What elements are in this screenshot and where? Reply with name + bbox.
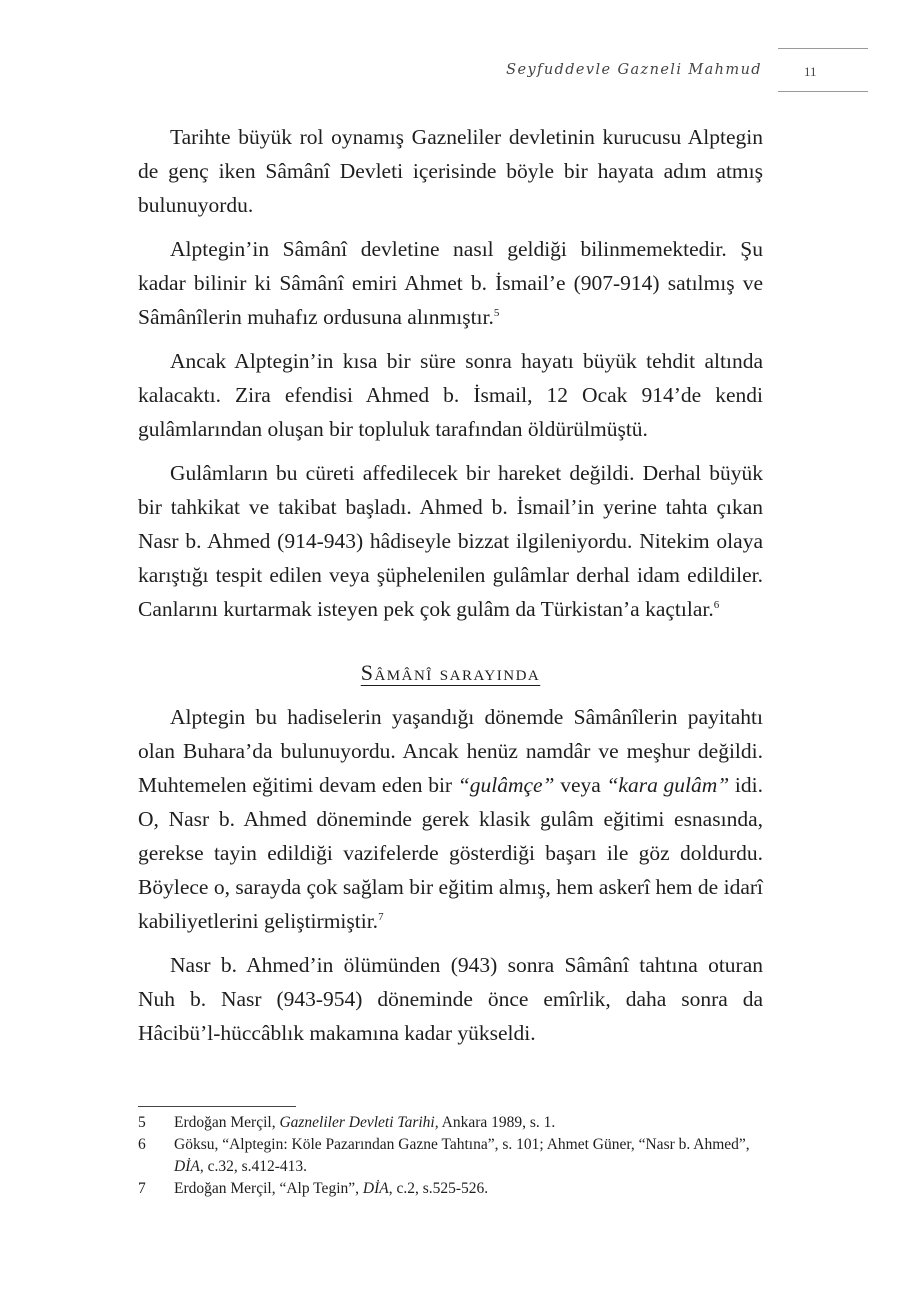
term-gulamce: “gulâmçe” xyxy=(457,773,555,797)
footnote-number: 7 xyxy=(138,1180,146,1197)
paragraph-6: Nasr b. Ahmed’in ölümünden (943) sonra Sâmânî tahtına oturan Nuh b. Nasr (943-954) döneminde önce emîrlik, daha sonra da Hâcibü’l-hüccâblık makamına kadar yükseldi. xyxy=(138,953,763,1045)
footnote-6: 6 Göksu, “Alptegin: Köle Pazarından Gazne Tahtına”, s. 101; Ahmet Güner, “Nasr b. Ahmed”, DİA, c.32, s.412-413. xyxy=(138,1134,763,1178)
footnote-ref-6: 6 xyxy=(713,599,720,611)
header-rule-bottom xyxy=(778,91,868,92)
footnote-ref-5: 5 xyxy=(493,307,500,319)
paragraph-3: Ancak Alptegin’in kısa bir süre sonra hayatı büyük tehdit altında kalacaktı. Zira efendisi Ahmed b. İsmail, 12 Ocak 914’de kendi gulâmlarından oluşan bir topluluk tarafından öldürülmüştü. xyxy=(138,349,763,441)
footnote-number: 5 xyxy=(138,1114,146,1131)
body-text xyxy=(138,120,763,1060)
paragraph-4: Gulâmların bu cüreti affedilecek bir hareket değildi. Derhal büyük bir tahkikat ve takibat başladı. Ahmed b. İsmail’in yerine tahta çıkan Nasr b. Ahmed (914-943) hâdiseyle bizzat ilgileniyordu. Nitekim olaya karıştığı tespit edilen veya şüphelenilen gulâmlar derhal idam edildiler. Canlarını kurtarmak isteyen pek çok gulâm da Türkistan’a kaçtılar.$^6$ xyxy=(138,461,763,621)
running-title: Seyfuddevle Gazneli Mahmud xyxy=(506,62,762,78)
section-heading: Sâmânî sarayında xyxy=(360,660,541,685)
footnote-number: 6 xyxy=(138,1136,146,1153)
footnotes xyxy=(138,1112,763,1200)
paragraph-5: Alptegin bu hadiselerin yaşandığı dönemde Sâmânîlerin payitahtı olan Buhara’da bulunuyordu. Ancak henüz namdâr ve meşhur değildi. Muhtemelen eğitimi devam eden bir “gulâmçe” veya “kara gulâm” idi. O, Nasr b. Ahmed döneminde gerek klasik gulâm eğitimi esnasında, gerekse tayin edildiği vazifelerde gösterdiği başarı ile göz doldurdu. Böylece o, sarayda çok sağlam bir eğitim almış, hem askerî hem de idarî kabiliyetlerini geliştirmiştir.$^7$ xyxy=(138,705,763,933)
footnote-7: 7 Erdoğan Merçil, “Alp Tegin”, DİA, c.2, s.525-526. xyxy=(138,1178,763,1200)
footnote-separator xyxy=(138,1106,296,1107)
paragraph-2: Alptegin’in Sâmânî devletine nasıl geldiği bilinmemektedir. Şu kadar bilinir ki Sâmânî emiri Ahmet b. İsmail’e (907-914) satılmış ve Sâmânîlerin muhafız ordusuna alınmıştır.$^5$ xyxy=(138,237,763,329)
page-number: 11 xyxy=(804,64,817,79)
footnote-5: 5 Erdoğan Merçil, Gazneliler Devleti Tarihi, Ankara 1989, s. 1. xyxy=(138,1112,763,1134)
header-rule-top xyxy=(778,48,868,49)
term-kara-gulam: “kara gulâm” xyxy=(606,773,730,797)
footnote-ref-7: 7 xyxy=(378,911,384,923)
paragraph-1: Tarihte büyük rol oynamış Gazneliler devletinin kurucusu Alptegin de genç iken Sâmânî Devleti içerisinde böyle bir hayata adım atmış bulunuyordu. xyxy=(138,125,763,217)
